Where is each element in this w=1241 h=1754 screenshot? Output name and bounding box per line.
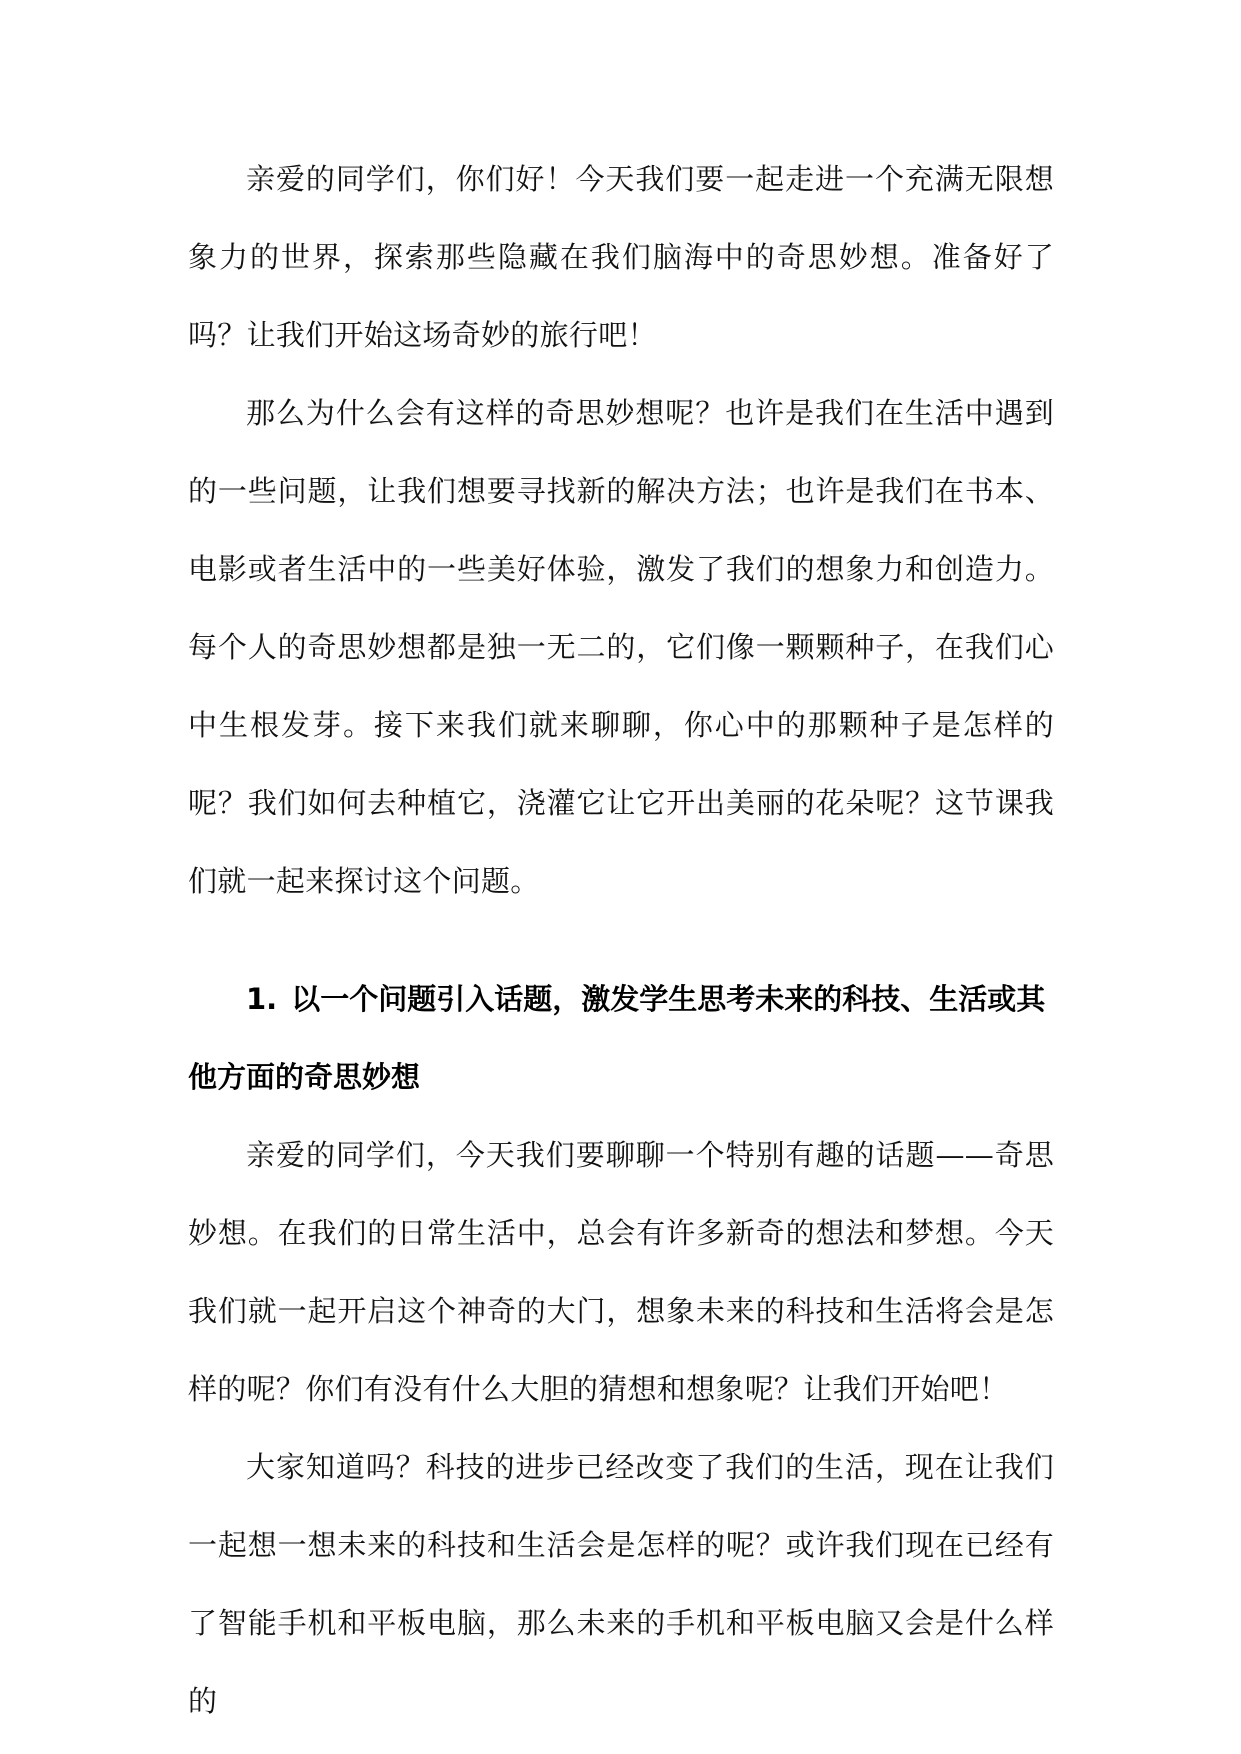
section-heading <box>188 960 1054 1116</box>
document-body <box>188 140 1054 1740</box>
section-heading-number: 1. <box>246 982 278 1016</box>
intro-paragraph-2: 那么为什么会有这样的奇思妙想呢？也许是我们在生活中遇到的一些问题，让我们想要寻找新的解决方法；也许是我们在书本、电影或者生活中的一些美好体验，激发了我们的想象力和创造力。每个人的奇思妙想都是独一无二的，它们像一颗颗种子，在我们心中生根发芽。接下来我们就来聊聊，你心中的那颗种子是怎样的呢？我们如何去种植它，浇灌它让它开出美丽的花朵呢？这节课我们就一起来探讨这个问题。 <box>188 396 1054 898</box>
section-heading-text: 以一个问题引入话题，激发学生思考未来的科技、生活或其他方面的奇思妙想 <box>188 982 1046 1094</box>
intro-paragraph-1: 亲爱的同学们，你们好！今天我们要一起走进一个充满无限想象力的世界，探索那些隐藏在我们脑海中的奇思妙想。准备好了吗？让我们开始这场奇妙的旅行吧！ <box>188 162 1054 352</box>
section-paragraph-2: 大家知道吗？科技的进步已经改变了我们的生活，现在让我们一起想一想未来的科技和生活会是怎样的呢？或许我们现在已经有了智能手机和平板电脑，那么未来的手机和平板电脑又会是什么样的 <box>188 1450 1054 1718</box>
section-paragraph-1: 亲爱的同学们，今天我们要聊聊一个特别有趣的话题——奇思妙想。在我们的日常生活中，总会有许多新奇的想法和梦想。今天我们就一起开启这个神奇的大门，想象未来的科技和生活将会是怎样的呢？你们有没有什么大胆的猜想和想象呢？让我们开始吧！ <box>188 1138 1054 1406</box>
